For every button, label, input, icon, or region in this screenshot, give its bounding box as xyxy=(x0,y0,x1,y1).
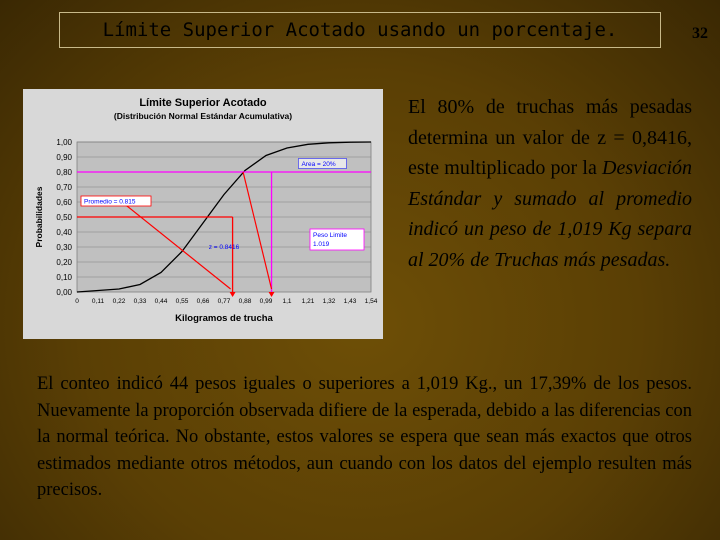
explanation-text-italic: Desviación Estándar y sumado al promedio indicó un peso de 1,019 Kg separa al 20% de Truchas más pesadas. xyxy=(408,157,693,271)
x-tick-label: 1,32 xyxy=(322,298,336,305)
y-tick-label: 0,80 xyxy=(56,168,72,177)
y-tick-label: 0,60 xyxy=(56,198,72,207)
x-tick-label: 0,77 xyxy=(217,298,231,305)
x-tick-label: 0,11 xyxy=(91,298,105,305)
x-tick-label: 1,54 xyxy=(364,298,378,305)
x-tick-label: 0,55 xyxy=(175,298,189,305)
x-tick-label: 1,1 xyxy=(282,298,292,305)
x-tick-label: 0,33 xyxy=(133,298,147,305)
explanation-text-regular: El 80% de truchas más pesadas determina un valor de z = 0,8416, este multiplicado por la xyxy=(408,96,692,179)
slide-title-box xyxy=(59,12,661,48)
y-tick-label: 0,00 xyxy=(56,288,72,297)
conclusion-paragraph: El conteo indicó 44 pesos iguales o superiores a 1,019 Kg., un 17,39% de los pesos. Nuevamente la proporción observada difiere de la esperada, debido a las diferencias con la normal teórica. No obstante, estos valores se espera que sean más exactos que otros estimados mediante otros métodos, aun cuando con los datos del ejemplo resulten más precisos. xyxy=(37,374,692,500)
y-axis-label: Probabilidades xyxy=(34,186,44,248)
y-tick-label: 0,10 xyxy=(56,273,72,282)
arrowhead xyxy=(230,292,236,297)
x-tick-label: 0,88 xyxy=(238,298,252,305)
cdf-chart xyxy=(23,89,383,339)
y-tick-label: 0,90 xyxy=(56,153,72,162)
y-tick-label: 0,70 xyxy=(56,183,72,192)
x-tick-label: 0 xyxy=(75,298,79,305)
slide-number: 32 xyxy=(692,25,708,42)
y-tick-label: 0,30 xyxy=(56,243,72,252)
explanation-paragraph xyxy=(408,92,692,275)
peso-label-line1: Peso Limite xyxy=(313,232,347,239)
slide-title: Límite Superior Acotado usando un porcentaje. xyxy=(102,19,618,41)
x-tick-label: 0,22 xyxy=(112,298,126,305)
z-label: z = 0.8416 xyxy=(208,244,240,251)
peso-label-line2: 1.019 xyxy=(313,241,330,248)
area-label: Area = 20% xyxy=(301,161,336,168)
y-tick-label: 1,00 xyxy=(56,138,72,147)
promedio-label: Promedio = 0.815 xyxy=(84,198,136,206)
chart-subtitle: (Distribución Normal Estándar Acumulativa) xyxy=(113,111,293,121)
chart-title: Límite Superior Acotado xyxy=(139,97,267,109)
y-tick-label: 0,20 xyxy=(56,258,72,267)
x-tick-label: 0,44 xyxy=(154,298,168,305)
x-tick-label: 1,43 xyxy=(343,298,357,305)
y-tick-label: 0,50 xyxy=(56,213,72,222)
arrowhead xyxy=(269,292,275,297)
y-tick-label: 0,40 xyxy=(56,228,72,237)
x-tick-label: 0,99 xyxy=(259,298,273,305)
chart-panel xyxy=(23,89,383,339)
x-axis-label: Kilogramos de trucha xyxy=(175,313,273,324)
x-tick-label: 0,66 xyxy=(196,298,210,305)
x-tick-label: 1,21 xyxy=(301,298,315,305)
